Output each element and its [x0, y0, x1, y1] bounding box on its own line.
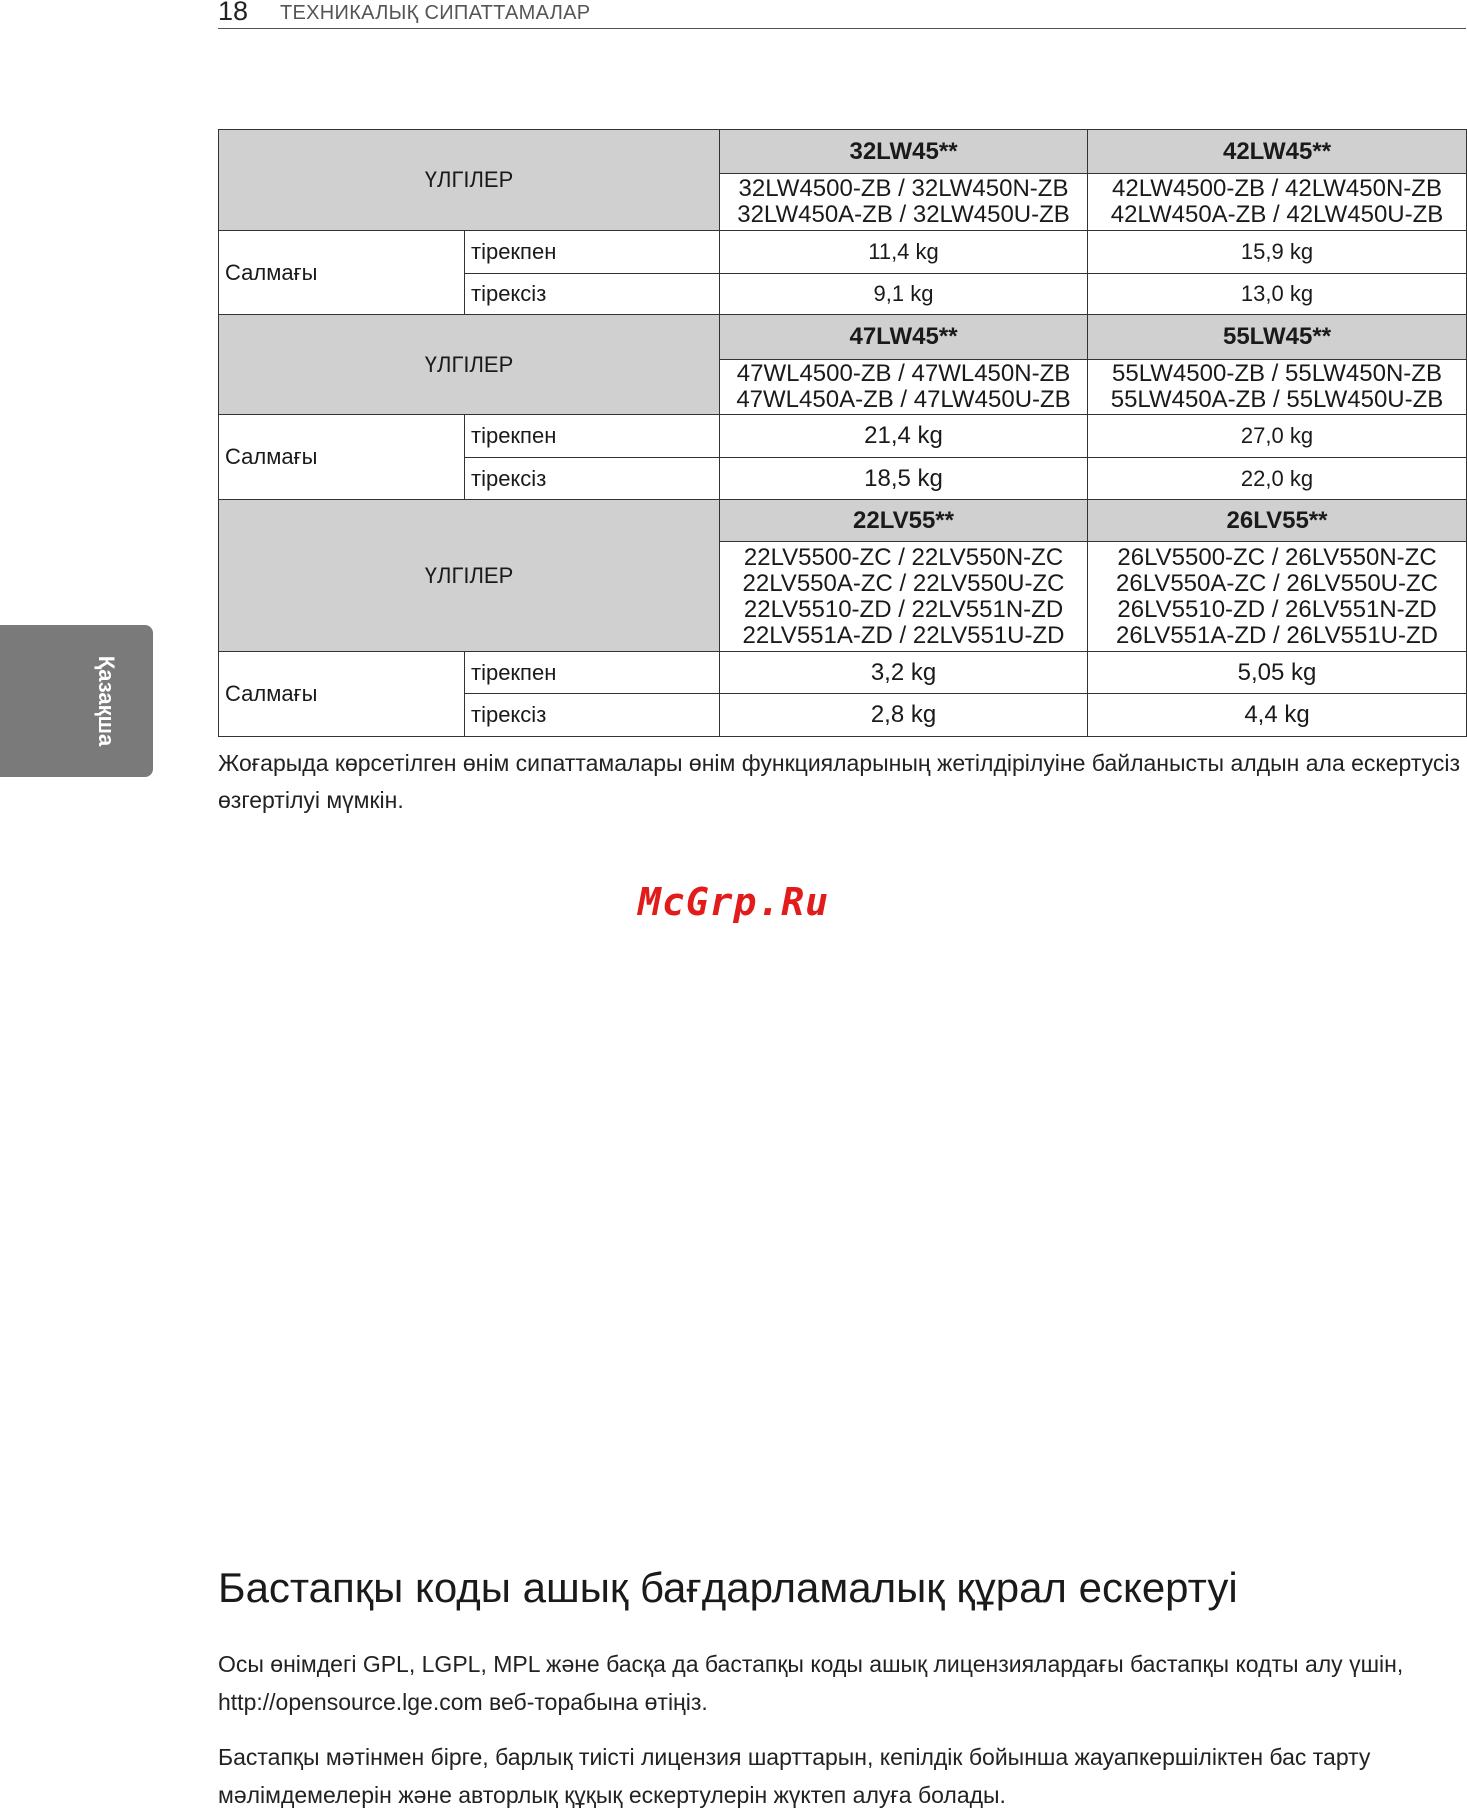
without-stand-label: тірексіз — [465, 694, 720, 737]
weight-value: 5,05 kg — [1088, 652, 1467, 694]
table-row — [219, 231, 1467, 274]
model-name: 55LW45** — [1088, 315, 1467, 360]
model-code-line: 55LW450A-ZB / 55LW450U-ZB — [1110, 386, 1444, 413]
weight-value: 9,1 kg — [720, 274, 1088, 315]
specifications-note: Жоғарыда көрсетілген өнім сипаттамалары өнім функцияларының жетілдірілуіне байланысты алдын ала ескертусіз өзгертілуі мүмкін. — [218, 750, 1461, 813]
models-label: ҮЛГІЛЕР — [219, 315, 720, 415]
weight-value: 21,4 kg — [720, 415, 1088, 458]
weight-value: 15,9 kg — [1088, 231, 1467, 274]
model-codes — [1088, 360, 1467, 415]
weight-value: 11,4 kg — [720, 231, 1088, 274]
weight-label: Салмағы — [219, 231, 465, 315]
model-name: 32LW45** — [720, 130, 1088, 174]
model-codes — [720, 360, 1088, 415]
model-code-line: 22LV5500-ZC / 22LV550N-ZC — [743, 543, 1064, 571]
model-code-line: 47WL450A-ZB / 47LW450U-ZB — [736, 386, 1071, 413]
without-stand-label: тірексіз — [465, 274, 720, 315]
model-name: 42LW45** — [1088, 130, 1467, 174]
with-stand-label: тірекпен — [465, 231, 720, 274]
language-tab — [0, 625, 153, 777]
model-name: 47LW45** — [720, 315, 1088, 360]
model-name: 22LV55** — [720, 500, 1088, 542]
models-label: ҮЛГІЛЕР — [219, 500, 720, 652]
model-codes — [720, 542, 1088, 652]
model-code-line: 55LW4500-ZB / 55LW450N-ZB — [1112, 360, 1442, 387]
model-code-line: 42LW450A-ZB / 42LW450U-ZB — [1110, 201, 1444, 228]
page-number: 18 — [218, 0, 249, 26]
model-codes — [1088, 542, 1467, 652]
page-header — [218, 0, 1466, 29]
weight-label: Салмағы — [219, 652, 465, 737]
weight-value: 18,5 kg — [720, 458, 1088, 500]
table-row — [219, 500, 1467, 542]
model-codes — [1088, 174, 1467, 231]
watermark: McGrp.Ru — [637, 880, 830, 924]
model-code-line: 22LV550A-ZC / 22LV550U-ZC — [742, 569, 1065, 597]
specifications-table — [218, 129, 1467, 737]
model-code-line: 26LV5510-ZD / 26LV551N-ZD — [1117, 595, 1437, 623]
oss-notice-paragraph: Осы өнімдегі GPL, LGPL, MPL және басқа да бастапқы коды ашық лицензиялардағы бастапқы кодты алу үшін, http://opensource.lge.com веб-торабына өтіңіз. — [218, 1651, 1404, 1715]
table-row — [219, 415, 1467, 458]
model-code-line: 42LW4500-ZB / 42LW450N-ZB — [1112, 175, 1442, 202]
with-stand-label: тірекпен — [465, 652, 720, 694]
weight-value: 2,8 kg — [720, 694, 1088, 737]
weight-value: 13,0 kg — [1088, 274, 1467, 315]
section-title: ТЕХНИКАЛЫҚ СИПАТТАМАЛАР — [280, 2, 591, 24]
weight-value: 3,2 kg — [720, 652, 1088, 694]
oss-notice-paragraph: Бастапқы мәтінмен бірге, барлық тиісті лицензия шарттарын, кепілдік бойынша жауапкершіліктен бас тарту мәлімдемелерін және авторлық құқық ескертулерін жүктеп алуға болады. — [218, 1744, 1371, 1808]
model-code-line: 32LW4500-ZB / 32LW450N-ZB — [738, 175, 1069, 202]
weight-label: Салмағы — [219, 415, 465, 500]
table-row — [219, 130, 1467, 174]
model-code-line: 47WL4500-ZB / 47WL450N-ZB — [736, 360, 1071, 387]
model-code-line: 22LV5510-ZD / 22LV551N-ZD — [743, 595, 1064, 623]
table-row — [219, 315, 1467, 360]
model-codes — [720, 174, 1088, 231]
models-label: ҮЛГІЛЕР — [219, 130, 720, 231]
model-code-line: 26LV551A-ZD / 26LV551U-ZD — [1116, 621, 1438, 649]
weight-value: 4,4 kg — [1088, 694, 1467, 737]
model-code-line: 26LV550A-ZC / 26LV550U-ZC — [1116, 569, 1438, 597]
without-stand-label: тірексіз — [465, 458, 720, 500]
model-code-line: 22LV551A-ZD / 22LV551U-ZD — [742, 621, 1065, 649]
table-row — [219, 652, 1467, 694]
with-stand-label: тірекпен — [465, 415, 720, 458]
weight-value: 22,0 kg — [1088, 458, 1467, 500]
model-name: 26LV55** — [1088, 500, 1467, 542]
oss-notice-title: Бастапқы коды ашық бағдарламалық құрал ескертуі — [218, 1564, 1238, 1611]
model-code-line: 32LW450A-ZB / 32LW450U-ZB — [737, 201, 1070, 228]
model-code-line: 26LV5500-ZC / 26LV550N-ZC — [1117, 543, 1437, 571]
language-tab-label: Қазақша — [94, 655, 119, 747]
weight-value: 27,0 kg — [1088, 415, 1467, 458]
